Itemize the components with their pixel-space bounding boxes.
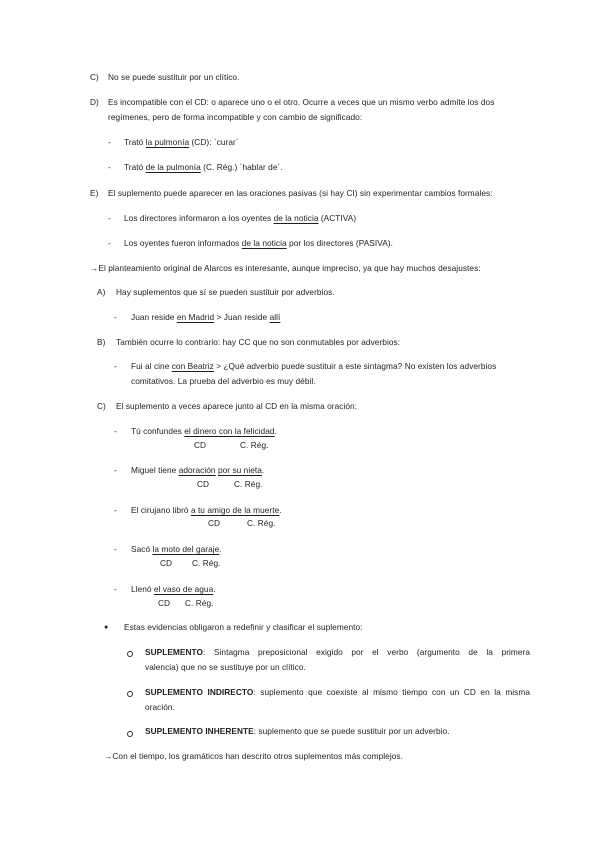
definition-term: SUPLEMENTO — [145, 647, 203, 657]
underlined-phrase: la moto del garaje — [152, 544, 220, 554]
subsection-marker-c: C) — [97, 401, 106, 411]
dash: - — [114, 584, 117, 594]
underlined-phrase: con Beatriz — [171, 361, 214, 371]
example-text: El cirujano libró — [131, 505, 191, 515]
annotation-cd: CD — [194, 440, 207, 450]
annotation-cd: CD — [208, 518, 221, 528]
definition-text: : Sintagma preposicional exigido por el verbo (argumento de la primera — [202, 647, 530, 657]
alarcos-text: El planteamiento original de Alarcos es interesante, aunque impreciso, ya que hay muchos desajustes: — [98, 263, 481, 273]
section-marker-e: E) — [90, 188, 99, 198]
dash: - — [108, 162, 111, 172]
section-e-text: El suplemento puede aparecer en las oraciones pasivas (si hay CI) sin experimentar cambios formales: — [108, 188, 493, 198]
example-text: Trató — [124, 162, 146, 172]
annotation-cd: CD — [197, 479, 210, 489]
arrow-icon: → — [104, 751, 113, 761]
example-d2 — [124, 162, 283, 173]
example-text: por los directores (PASIVA). — [286, 238, 393, 248]
subsection-a-text: Hay suplementos que sí se pueden sustituir por adverbios. — [116, 287, 335, 297]
alarcos-line — [90, 263, 481, 274]
example-c4 — [131, 544, 222, 555]
underlined-phrase: el dinero con la felicidad — [184, 426, 275, 436]
example-text: > ¿Qué adverbio puede sustituir a este sintagma? No existen los adverbios — [213, 361, 497, 371]
example-c3 — [131, 505, 282, 516]
underlined-phrase: en Madrid — [176, 312, 215, 322]
annotation-creg: C. Rég. — [185, 598, 214, 608]
annotation-creg: C. Rég. — [240, 440, 269, 450]
section-marker-d: D) — [90, 97, 99, 107]
example-text: . — [213, 584, 216, 594]
example-text: . — [274, 426, 277, 436]
circle-bullet-icon — [127, 731, 133, 737]
underlined-phrase: de la noticia — [273, 213, 319, 223]
underlined-phrase: a tu amigo de la muerte — [190, 505, 280, 515]
example-text: . — [261, 465, 265, 475]
example-e2 — [124, 238, 393, 249]
example-e1 — [124, 213, 356, 224]
annotation-creg: C. Rég. — [247, 518, 276, 528]
definition-term: SUPLEMENTO INHERENTE — [145, 726, 254, 736]
definition-line1 — [145, 645, 530, 660]
definition-suplemento-indirecto — [145, 685, 530, 715]
underlined-phrase: el vaso de agua — [153, 584, 214, 594]
definition-text: : suplemento que coexiste al mismo tiempo con un CD en la misma — [253, 687, 530, 697]
example-b-line2: comitativos. La prueba del adverbio es muy débil. — [131, 376, 316, 386]
example-text: (C. Rég.) `hablar de´. — [200, 162, 283, 172]
annotation-cd: CD — [158, 598, 171, 608]
underlined-phrase: de la noticia — [241, 238, 287, 248]
example-text: Tú confundes — [131, 426, 185, 436]
circle-bullet-icon — [127, 691, 133, 697]
underlined-phrase: de la pulmonía — [145, 162, 201, 172]
example-text: . — [219, 544, 222, 554]
dash: - — [108, 137, 111, 147]
arrow-icon: → — [90, 263, 99, 273]
dash: - — [114, 465, 117, 475]
example-c5 — [131, 584, 216, 595]
example-b-line1 — [131, 361, 496, 372]
example-text: Los oyentes fueron informados — [124, 238, 242, 248]
example-c1 — [131, 426, 277, 437]
example-text: Los directores informaron a los oyentes — [124, 213, 274, 223]
dash: - — [114, 426, 117, 436]
example-text: Sacó — [131, 544, 153, 554]
dash: - — [108, 213, 111, 223]
section-d-line2: regímenes, pero de forma incompatible y con cambio de significado: — [108, 112, 363, 122]
example-c2 — [131, 465, 264, 476]
underlined-phrase: adoración — [178, 465, 216, 475]
definition-line1 — [145, 685, 530, 700]
evidencias-text: Estas evidencias obligaron a redefinir y clasificar el suplemento: — [124, 622, 363, 632]
section-d-line1: Es incompatible con el CD: o aparece uno o el otro. Ocurre a veces que un mismo verbo admite los dos — [108, 97, 495, 107]
underlined-phrase: allí — [269, 312, 281, 322]
example-text: (ACTIVA) — [318, 213, 357, 223]
example-text: Trató — [124, 137, 146, 147]
example-text: (CD): `curar´ — [189, 137, 239, 147]
example-text: > Juan reside — [214, 312, 270, 322]
closing-text: Con el tiempo, los gramáticos han descrito otros suplementos más complejos. — [112, 751, 403, 761]
annotation-creg: C. Rég. — [192, 558, 221, 568]
subsection-marker-a: A) — [97, 287, 106, 297]
definition-suplemento — [145, 645, 530, 675]
definition-line2: oración. — [145, 702, 175, 712]
example-text: Llenó — [131, 584, 154, 594]
example-d1 — [124, 137, 239, 148]
example-text: Fui al cine — [131, 361, 172, 371]
bullet-icon: ● — [104, 624, 109, 631]
definition-line2: valencia) que no se sustituye por un clítico. — [145, 662, 306, 672]
annotation-creg: C. Rég. — [234, 479, 263, 489]
subsection-c-text: El suplemento a veces aparece junto al CD en la misma oración: — [116, 401, 358, 411]
example-text: Miguel tiene — [131, 465, 179, 475]
dash: - — [114, 312, 117, 322]
dash: - — [108, 238, 111, 248]
example-text: Juan reside — [131, 312, 177, 322]
subsection-b-text: También ocurre lo contrario: hay CC que no son conmutables por adverbios: — [116, 337, 401, 347]
underlined-phrase: por su nieta — [217, 465, 262, 475]
example-a — [131, 312, 280, 323]
annotation-cd: CD — [160, 558, 173, 568]
definition-term: SUPLEMENTO INDIRECTO — [145, 687, 254, 697]
underlined-phrase: la pulmonía — [145, 137, 190, 147]
circle-bullet-icon — [127, 651, 133, 657]
closing-line — [104, 751, 403, 762]
definition-suplemento-inherente — [145, 726, 450, 737]
dash: - — [114, 505, 117, 515]
subsection-marker-b: B) — [97, 337, 106, 347]
dash: - — [114, 361, 117, 371]
section-marker-c: C) — [90, 72, 99, 82]
definition-text: : suplemento que se puede sustituir por un adverbio. — [253, 726, 450, 736]
example-text: . — [279, 505, 282, 515]
dash: - — [114, 544, 117, 554]
section-c-text: No se puede sustituir por un clítico. — [108, 72, 240, 82]
